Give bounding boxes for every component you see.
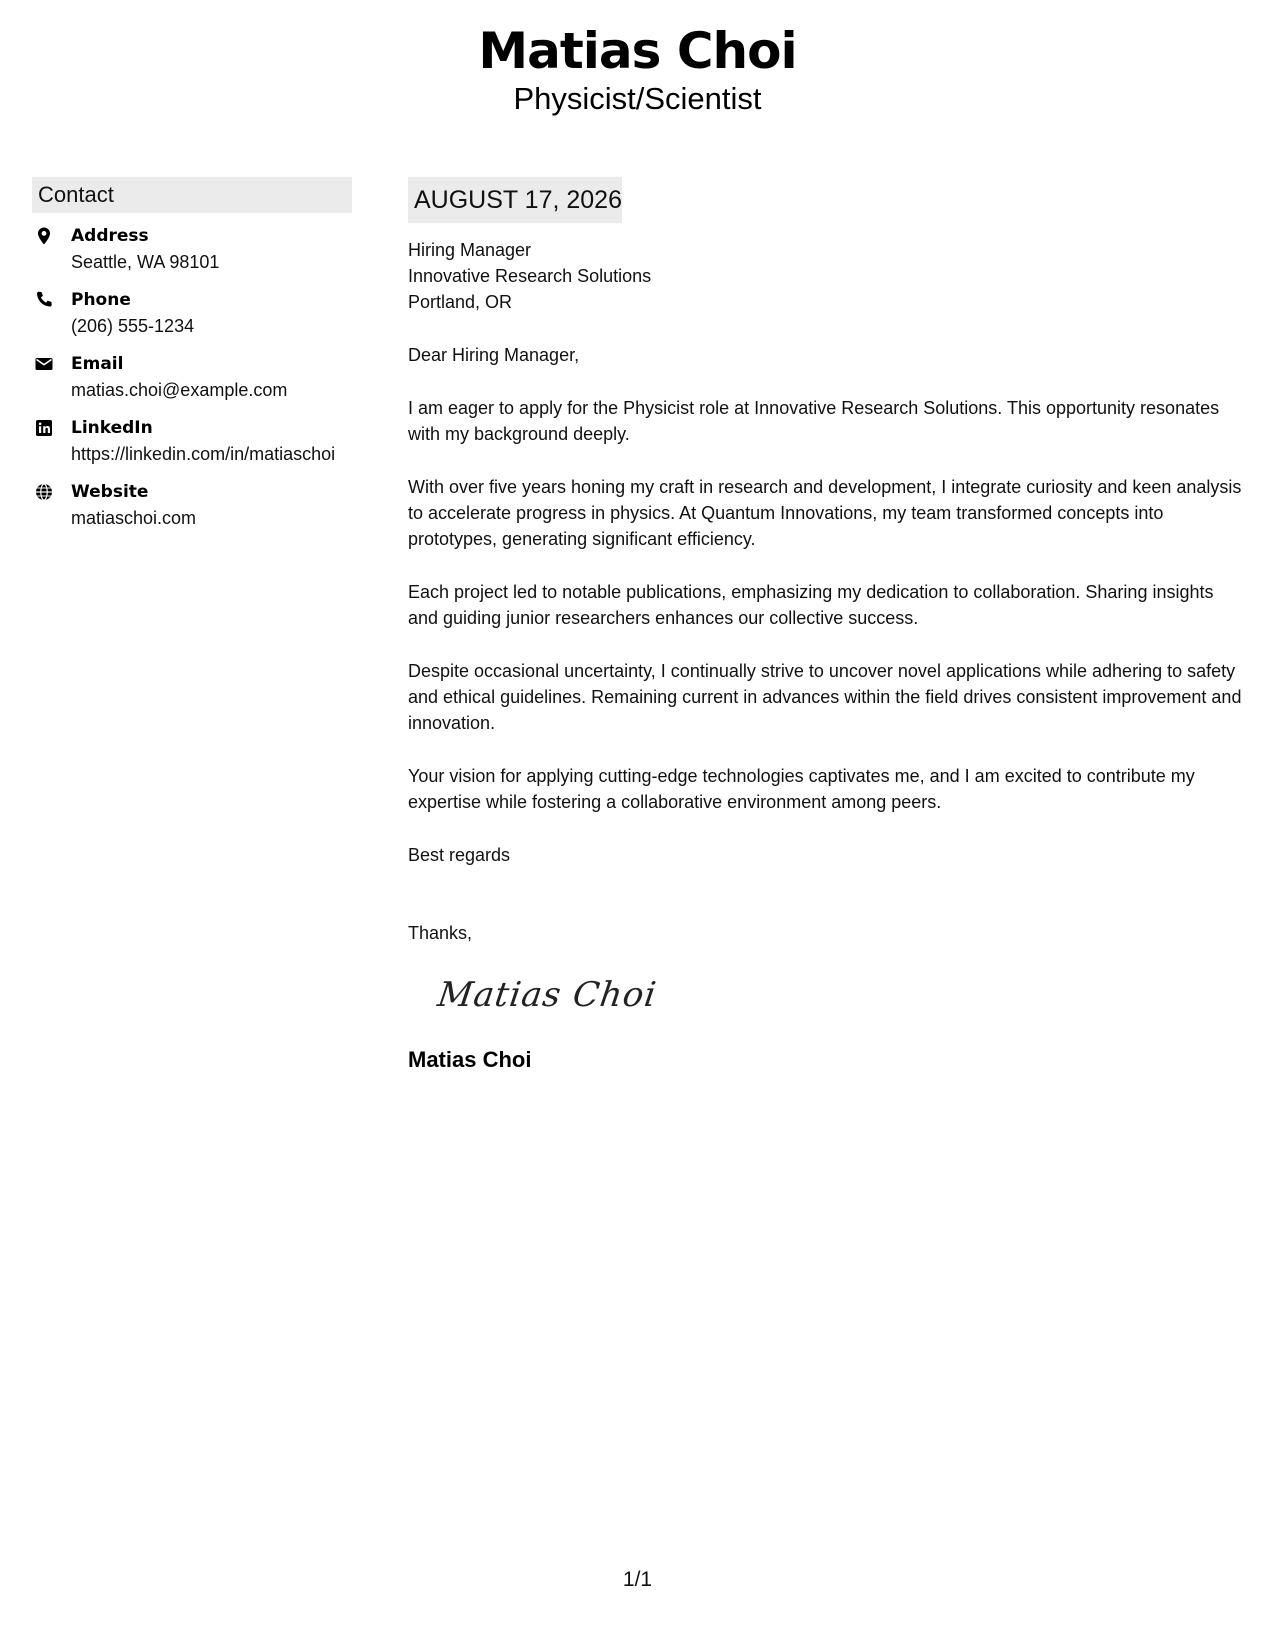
contact-value: matiaschoi.com [71, 508, 197, 528]
signed-name: Matias Choi [408, 1047, 532, 1072]
contact-value: Seattle, WA 98101 [71, 252, 220, 272]
phone-icon [34, 290, 54, 310]
contact-sidebar [32, 177, 352, 544]
contact-label: Email [71, 354, 124, 374]
contact-value: matias.choi@example.com [71, 380, 288, 400]
contact-value: https://linkedin.com/in/matiaschoi [71, 444, 336, 464]
contact-item-website [32, 480, 352, 531]
contact-item-linkedin [32, 416, 352, 467]
contact-label: Website [71, 482, 149, 502]
recipient-name: Hiring Manager [408, 240, 532, 260]
paragraph: Despite occasional uncertainty, I continually strive to uncover novel applications while adhering to safety and ethical guidelines. Remaining current in advances within the field drives consistent improvement and innovation. [408, 661, 1242, 733]
closing: Best regards [408, 845, 511, 865]
recipient-company: Innovative Research Solutions [408, 266, 652, 286]
contact-label: Phone [71, 290, 131, 310]
contact-value: (206) 555-1234 [71, 316, 195, 336]
paragraph: Your vision for applying cutting-edge technologies captivates me, and I am excited to contribute my expertise while fostering a collaborative environment among peers. [408, 766, 1195, 812]
contact-label: Address [71, 226, 149, 246]
letter-date: AUGUST 17, 2026 [408, 177, 622, 223]
contact-item-address [32, 224, 352, 275]
linkedin-icon [34, 418, 54, 438]
globe-icon [34, 482, 54, 502]
recipient-block [408, 237, 1243, 315]
paragraph: Each project led to notable publications, emphasizing my dedication to collaboration. Sharing insights and guiding junior researchers enhances our collective success. [408, 582, 1214, 628]
contact-list [32, 224, 352, 531]
contact-heading: Contact [32, 177, 352, 213]
applicant-title: Physicist/Scientist [513, 81, 762, 116]
contact-item-email [32, 352, 352, 403]
contact-label: LinkedIn [71, 418, 153, 438]
applicant-name: Matias Choi [478, 22, 797, 80]
salutation: Dear Hiring Manager, [408, 345, 580, 365]
contact-item-phone [32, 288, 352, 339]
map-pin-icon [34, 226, 54, 246]
page-number: 1/1 [622, 1568, 653, 1591]
thanks-line: Thanks, [408, 923, 473, 943]
handwritten-signature: Matias Choi [435, 975, 660, 1015]
document-header [0, 20, 1275, 116]
envelope-icon [34, 354, 54, 374]
paragraph: I am eager to apply for the Physicist role at Innovative Research Solutions. This opportunity resonates with my background deeply. [408, 398, 1220, 444]
recipient-location: Portland, OR [408, 292, 513, 312]
paragraph: With over five years honing my craft in research and development, I integrate curiosity and keen analysis to accelerate progress in physics. At Quantum Innovations, my team transformed concepts into prototypes, generating significant efficiency. [408, 477, 1242, 549]
letter-body [408, 177, 1243, 1074]
